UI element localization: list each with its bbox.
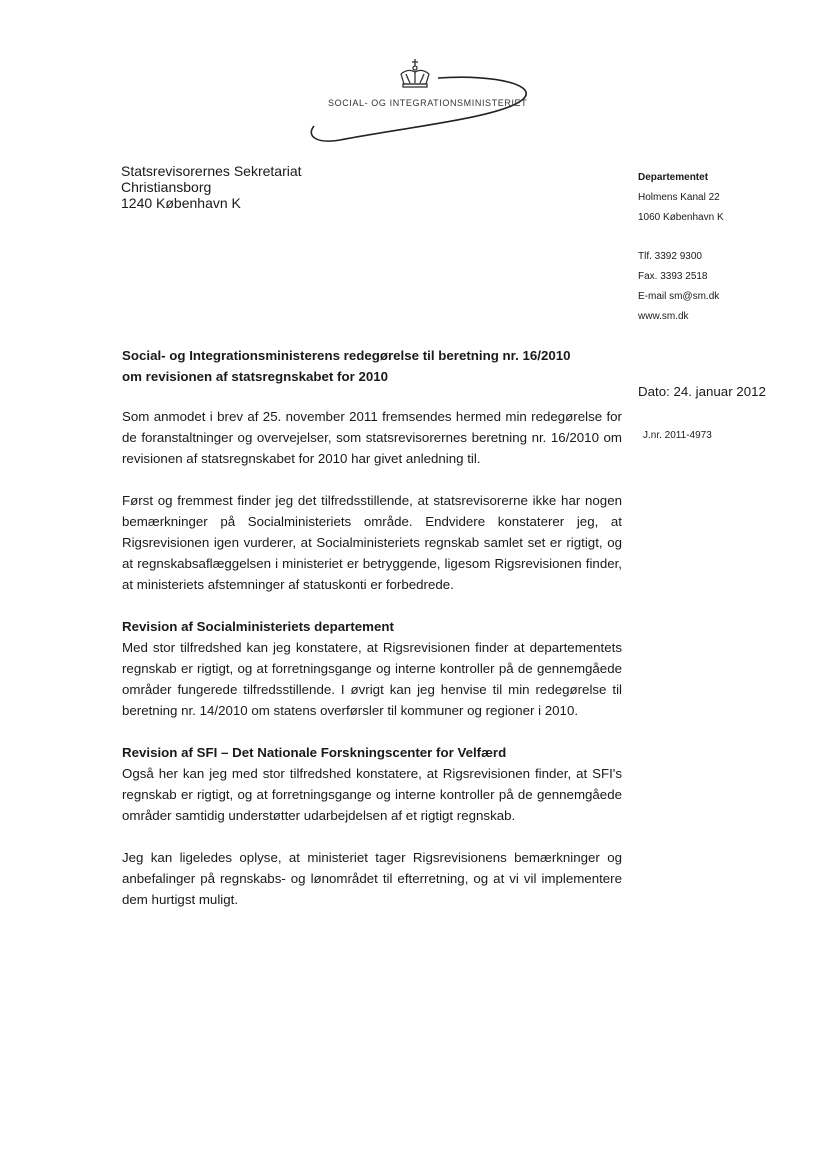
recipient-line: 1240 København K	[121, 195, 241, 211]
sender-department: Departementet	[638, 172, 709, 183]
ministry-name: SOCIAL- OG INTEGRATIONSMINISTERIET	[328, 98, 528, 108]
recipient-address	[121, 163, 302, 211]
sender-email: E-mail sm@sm.dk	[638, 291, 720, 302]
sender-web: www.sm.dk	[638, 311, 689, 322]
sender-phone: Tlf. 3392 9300	[638, 251, 702, 262]
body-paragraph: Jeg kan ligeledes oplyse, at ministeriet tager Rigsrevisionens bemærkninger og anbefalinger på regnskabs- og lønområdet til efterretning, og at vi vil implementere dem hurtigst muligt.	[122, 850, 622, 907]
recipient-line: Statsrevisorernes Sekretariat	[121, 163, 302, 179]
section-heading: Revision af Socialministeriets departement	[122, 619, 394, 634]
letter-subject	[122, 345, 622, 387]
sender-street: Holmens Kanal 22	[638, 192, 720, 203]
section-heading: Revision af SFI – Det Nationale Forskningscenter for Velfærd	[122, 745, 507, 760]
body-paragraph: Først og fremmest finder jeg det tilfredsstillende, at statsrevisorerne ikke har nogen bemærkninger på Socialministeriets område. Endvidere konstaterer jeg, at Rigsrevisionen igen vurderer, at Socialministeriets regnskab samlet set er rigtigt, og at regnskabsaflæggelsen i ministeriet er betryggende, ligesom Rigsrevisionen finder, at ministeriets afstemninger af statuskonti er forbedrede.	[122, 493, 622, 592]
sender-address	[638, 168, 724, 327]
body-paragraph: Også her kan jeg med stor tilfredshed konstatere, at Rigsrevisionen finder, at SFI's regnskab er rigtigt, og at forretningsgange og interne kontroller på de gennemgåede områder samtidig understøtter udarbejdelsen af et rigtigt regnskab.	[122, 766, 622, 823]
sender-fax: Fax. 3393 2518	[638, 271, 708, 282]
letter-body	[122, 406, 622, 931]
recipient-line: Christiansborg	[121, 179, 212, 195]
body-paragraph: Med stor tilfredshed kan jeg konstatere, at Rigsrevisionen finder at departementets regnskab er rigtigt, og at forretningsgange og interne kontroller på de gennemgåede områder fungerede tilfredsstillende. I øvrigt kan jeg henvise til min redegørelse til beretning nr. 14/2010 om statens overførsler til kommuner og regioner i 2010.	[122, 640, 622, 718]
sender-city: 1060 København K	[638, 212, 724, 223]
subject-line: Social- og Integrationsministerens redegørelse til beretning nr. 16/2010	[122, 348, 571, 363]
subject-line: om revisionen af statsregnskabet for 2010	[122, 369, 389, 384]
crown-icon	[401, 59, 429, 87]
letter-date: Dato: 24. januar 2012	[638, 384, 766, 399]
body-paragraph: Som anmodet i brev af 25. november 2011 fremsendes hermed min redegørelse for de foranstaltninger og overvejelser, som statsrevisorernes beretning nr. 16/2010 om revisionen af statsregnskabet for 2010 har givet anledning til.	[122, 409, 622, 466]
journal-number: J.nr. 2011-4973	[643, 430, 712, 441]
